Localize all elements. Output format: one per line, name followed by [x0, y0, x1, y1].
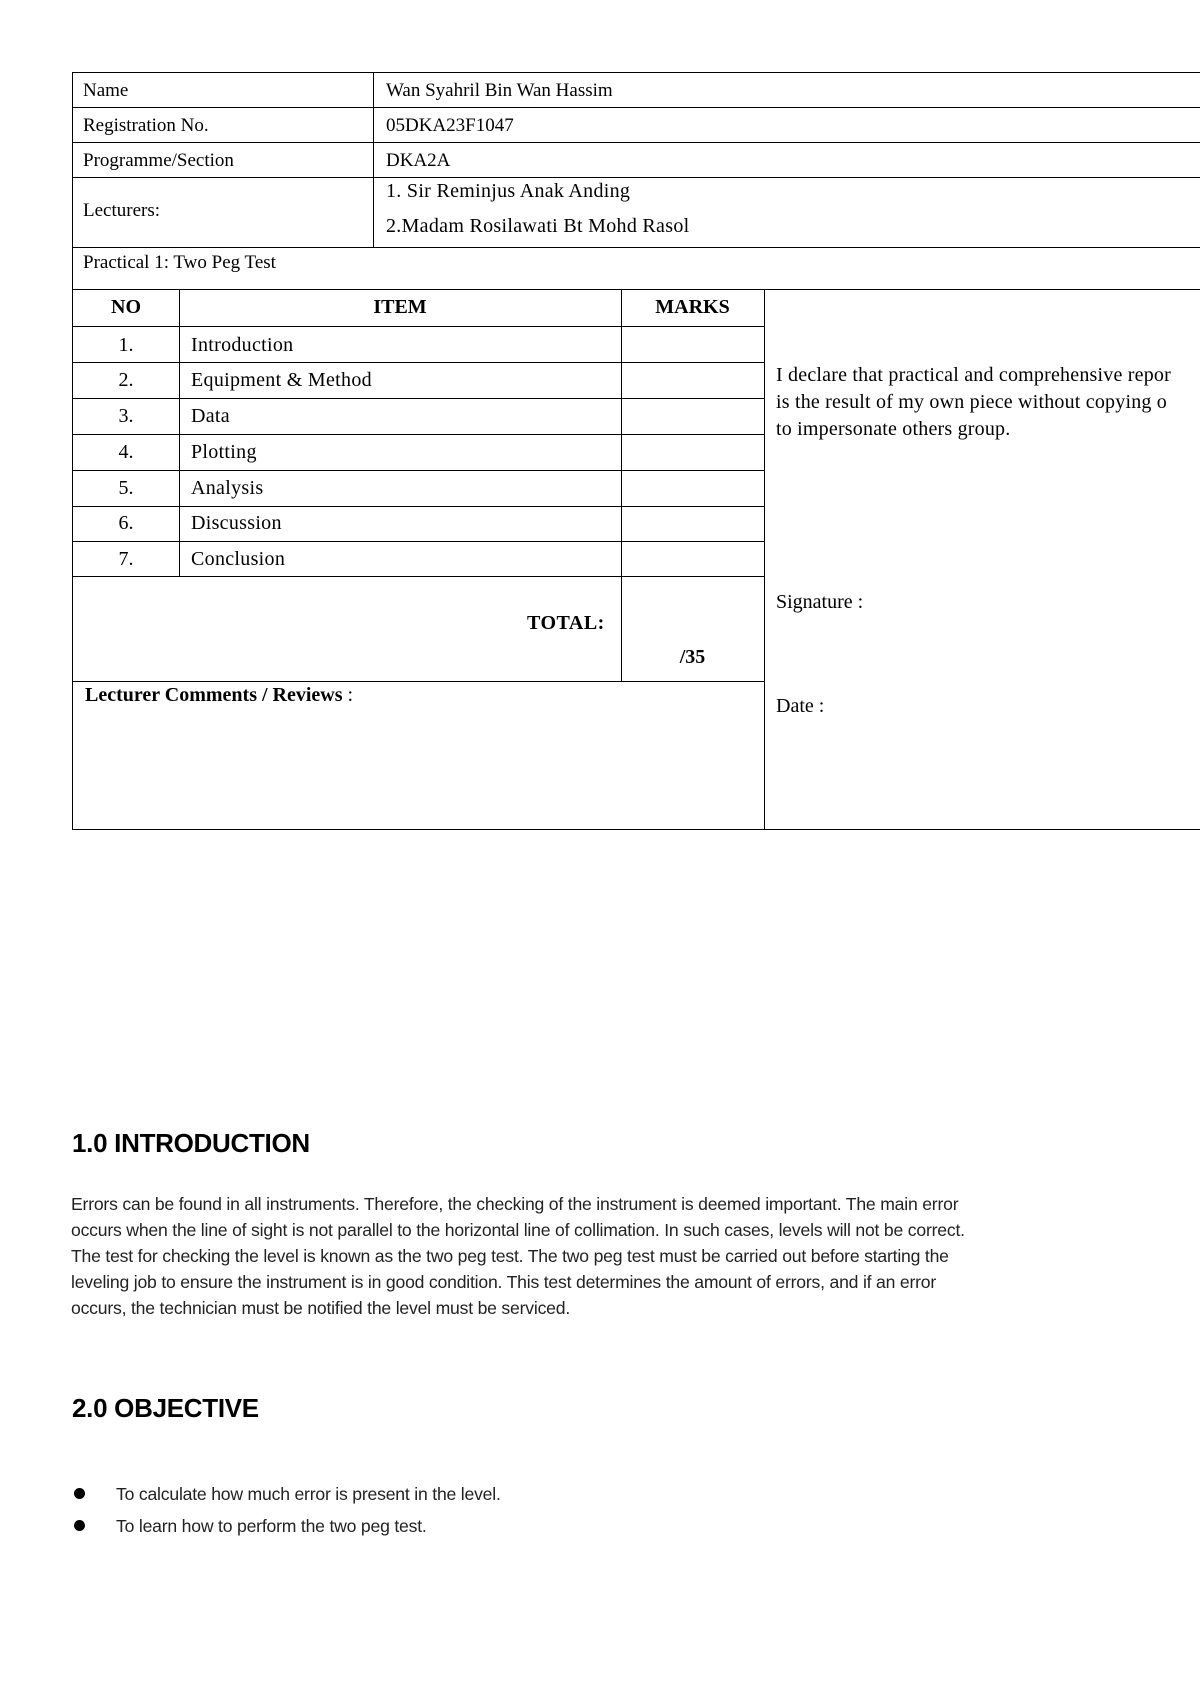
- row-6-marks[interactable]: [621, 513, 764, 533]
- row-7-marks[interactable]: [621, 549, 764, 569]
- introduction-paragraph: [71, 1191, 1131, 1321]
- registration-label: Registration No.: [83, 115, 209, 136]
- practical-title: Practical 1: Two Peg Test: [83, 252, 276, 273]
- column-divider: [764, 289, 765, 830]
- row-3-no: 3.: [118, 405, 134, 427]
- declaration-line-2: is the result of my own piece without copying o: [776, 391, 1168, 413]
- introduction-heading: 1.0 INTRODUCTION: [72, 1128, 310, 1158]
- row-6-item: Discussion: [191, 512, 282, 534]
- declaration-line-1: I declare that practical and comprehensive repor: [776, 364, 1171, 386]
- row-divider: [73, 326, 765, 327]
- row-5-no: 5.: [118, 477, 134, 499]
- bullet-icon: [74, 1520, 85, 1531]
- row-divider: [73, 398, 765, 399]
- row-1-marks[interactable]: [621, 335, 764, 355]
- date-label: Date :: [776, 695, 825, 717]
- header-no: NO: [111, 296, 141, 318]
- row-4-no: 4.: [118, 441, 134, 463]
- paragraph-line: leveling job to ensure the instrument is in good condition. This test determines the amount of errors, and if an error: [71, 1272, 937, 1292]
- lecturers-label: Lecturers:: [83, 200, 161, 221]
- row-4-item: Plotting: [191, 441, 257, 463]
- paragraph-line: The test for checking the level is known as the two peg test. The two peg test must be carried out before starting the: [71, 1246, 949, 1266]
- row-4-marks[interactable]: [621, 442, 764, 462]
- column-divider: [373, 73, 374, 247]
- row-divider: [73, 362, 765, 363]
- row-divider: [73, 506, 765, 507]
- row-divider: [73, 247, 1200, 248]
- row-divider: [73, 142, 1200, 143]
- comments-label-colon: :: [342, 684, 354, 706]
- header-item: ITEM: [373, 296, 427, 318]
- row-5-item: Analysis: [191, 477, 264, 499]
- objective-text: To calculate how much error is present in the level.: [116, 1484, 501, 1504]
- row-divider: [73, 289, 1200, 290]
- row-divider: [73, 681, 765, 682]
- row-divider: [73, 177, 1200, 178]
- lecturer-1: 1. Sir Reminjus Anak Anding: [386, 180, 631, 202]
- declaration-line-3: to impersonate others group.: [776, 418, 1011, 440]
- signature-label: Signature :: [776, 591, 864, 613]
- row-3-item: Data: [191, 405, 230, 427]
- objective-text: To learn how to perform the two peg test.: [116, 1516, 427, 1536]
- column-divider: [179, 289, 180, 576]
- header-marks: MARKS: [655, 296, 730, 318]
- comments-label-text: Lecturer Comments / Reviews: [85, 684, 343, 706]
- programme-label: Programme/Section: [83, 150, 234, 171]
- paragraph-line: occurs, the technician must be notified the level must be serviced.: [71, 1298, 571, 1318]
- row-divider: [73, 576, 765, 577]
- row-1-item: Introduction: [191, 334, 294, 356]
- row-divider: [73, 470, 765, 471]
- lecturer-2: 2.Madam Rosilawati Bt Mohd Rasol: [386, 215, 690, 237]
- total-label: TOTAL:: [527, 612, 605, 634]
- paragraph-line: Errors can be found in all instruments. Therefore, the checking of the instrument is deemed important. The main error: [71, 1194, 959, 1214]
- row-5-marks[interactable]: [621, 478, 764, 498]
- list-item: [72, 1478, 501, 1510]
- registration-value: 05DKA23F1047: [386, 115, 514, 136]
- row-7-no: 7.: [118, 548, 134, 570]
- total-max: /35: [679, 646, 706, 668]
- objective-list: [72, 1478, 501, 1542]
- row-divider: [73, 107, 1200, 108]
- list-item: [72, 1510, 501, 1542]
- row-2-item: Equipment & Method: [191, 369, 372, 391]
- row-1-no: 1.: [118, 334, 134, 356]
- table-bottom-border: [73, 829, 1200, 830]
- name-value: Wan Syahril Bin Wan Hassim: [386, 80, 613, 101]
- lecturer-comments-label: [85, 685, 353, 705]
- row-2-no: 2.: [118, 369, 134, 391]
- row-divider: [73, 434, 765, 435]
- bullet-icon: [74, 1488, 85, 1499]
- row-6-no: 6.: [118, 512, 134, 534]
- row-2-marks[interactable]: [621, 370, 764, 390]
- cover-form-table: [72, 72, 1200, 830]
- row-3-marks[interactable]: [621, 406, 764, 426]
- row-divider: [73, 541, 765, 542]
- row-7-item: Conclusion: [191, 548, 286, 570]
- objective-heading: 2.0 OBJECTIVE: [72, 1393, 259, 1423]
- name-label: Name: [83, 80, 129, 101]
- programme-value: DKA2A: [386, 150, 451, 171]
- paragraph-line: occurs when the line of sight is not parallel to the horizontal line of collimation. In such cases, levels will not be correct.: [71, 1220, 965, 1240]
